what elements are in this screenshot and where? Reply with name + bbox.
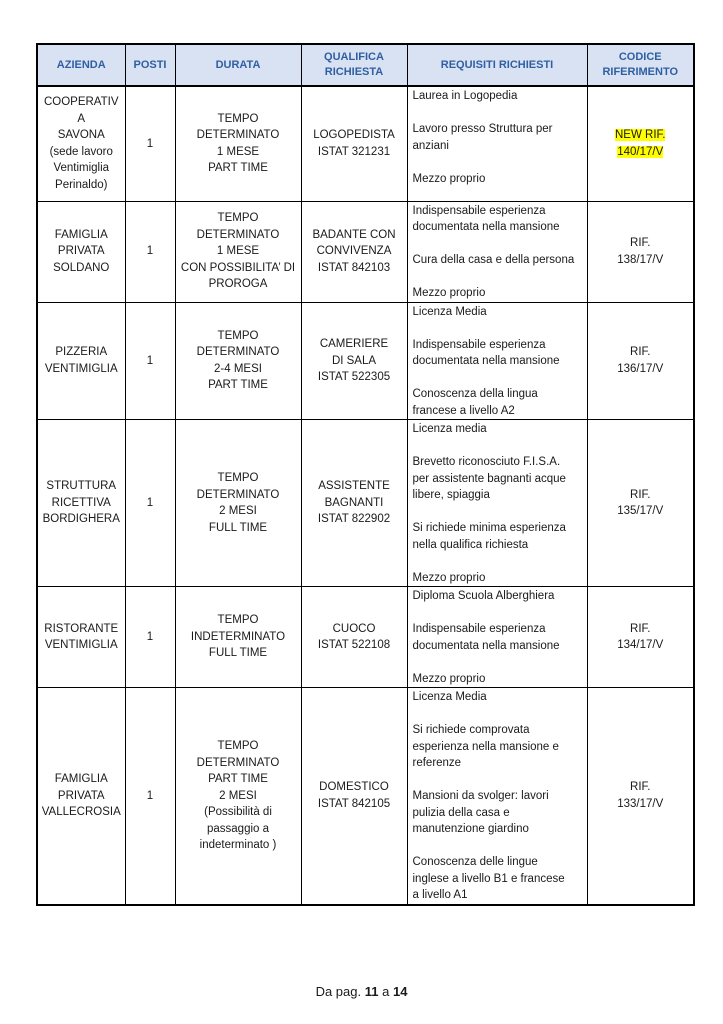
cell-durata xyxy=(175,302,301,420)
header-codice: CODICE RIFERIMENTO xyxy=(587,44,694,86)
cell-azienda-text: COOPERATIV A SAVONA (sede lavoro Ventimiglia Perinaldo) xyxy=(43,96,119,191)
table-row xyxy=(37,302,694,420)
cell-qualifica xyxy=(301,420,407,587)
requisito-item: Indispensabile esperienza documentata nella mansione xyxy=(412,623,560,652)
requisito-item: Brevetto riconosciuto F.I.S.A. per assistente bagnanti acque libere, spiaggia xyxy=(412,456,566,501)
cell-durata-text: TEMPO DETERMINATO 1 MESE PART TIME xyxy=(196,112,280,175)
table-row xyxy=(37,201,694,302)
cell-posti xyxy=(125,86,175,201)
header-requisiti: REQUISITI RICHIESTI xyxy=(407,44,587,86)
cell-durata-text: TEMPO DETERMINATO PART TIME 2 MESI (Possibilità di passaggio a indeterminato ) xyxy=(196,740,280,851)
requisito-item: Indispensabile esperienza documentata nella mansione xyxy=(412,204,560,233)
footer-to-page: 14 xyxy=(392,984,408,999)
cell-azienda xyxy=(37,201,125,302)
cell-durata xyxy=(175,86,301,201)
cell-qualifica-text: CAMERIERE DI SALA ISTAT 522305 xyxy=(317,338,391,383)
requisito-item: Conoscenza della lingua francese a livello A2 xyxy=(412,388,538,417)
cell-qualifica xyxy=(301,302,407,420)
cell-azienda xyxy=(37,86,125,201)
table-row xyxy=(37,587,694,688)
cell-posti-text: 1 xyxy=(146,630,154,643)
header-qualifica: QUALIFICA RICHIESTA xyxy=(301,44,407,86)
cell-durata-text: TEMPO INDETERMINATO FULL TIME xyxy=(190,614,286,660)
requisito-item: Si richiede comprovata esperienza nella mansione e referenze xyxy=(412,724,559,769)
cell-codice-text: RIF. 134/17/V xyxy=(617,622,664,651)
header-azienda: AZIENDA xyxy=(37,44,125,86)
cell-qualifica-text: ASSISTENTE BAGNANTI ISTAT 822902 xyxy=(317,480,391,526)
cell-qualifica xyxy=(301,201,407,302)
cell-posti xyxy=(125,302,175,420)
cell-codice-text: NEW RIF. 140/17/V xyxy=(615,129,666,158)
cell-qualifica xyxy=(301,688,407,905)
cell-codice xyxy=(587,86,694,201)
job-offers-table xyxy=(36,43,695,906)
cell-qualifica xyxy=(301,587,407,688)
cell-qualifica xyxy=(301,86,407,201)
cell-codice-text: RIF. 133/17/V xyxy=(617,781,664,810)
table-header-row xyxy=(37,44,694,86)
table-row xyxy=(37,688,694,905)
cell-azienda xyxy=(37,420,125,587)
cell-posti-text: 1 xyxy=(146,245,154,258)
cell-posti-text: 1 xyxy=(146,789,154,802)
cell-codice xyxy=(587,201,694,302)
footer-prefix: Da pag. xyxy=(315,984,362,999)
requisito-item: Lavoro presso Struttura per anziani xyxy=(412,123,553,152)
table-body xyxy=(37,86,694,905)
requisito-item: Si richiede minima esperienza nella qualifica richiesta xyxy=(412,522,566,551)
requisito-item: Mezzo proprio xyxy=(412,571,486,584)
requisito-item: Laurea in Logopedia xyxy=(412,90,518,102)
requisito-item: Mezzo proprio xyxy=(412,672,486,685)
cell-posti xyxy=(125,420,175,587)
cell-qualifica-text: BADANTE CON CONVIVENZA ISTAT 842103 xyxy=(312,228,396,274)
cell-codice-text: RIF. 136/17/V xyxy=(617,346,664,375)
cell-requisiti xyxy=(407,688,587,905)
cell-durata-text: TEMPO DETERMINATO 1 MESE CON POSSIBILITA’ DI PROROGA xyxy=(180,212,296,291)
cell-posti xyxy=(125,587,175,688)
cell-durata xyxy=(175,587,301,688)
requisito-item: Indispensabile esperienza documentata nella mansione xyxy=(412,338,560,367)
cell-posti-text: 1 xyxy=(146,496,154,509)
cell-codice xyxy=(587,587,694,688)
table-row xyxy=(37,420,694,587)
cell-posti-text: 1 xyxy=(146,354,154,367)
cell-azienda xyxy=(37,587,125,688)
requisito-item: Licenza Media xyxy=(412,691,487,703)
cell-requisiti xyxy=(407,201,587,302)
cell-requisiti xyxy=(407,86,587,201)
header-durata: DURATA xyxy=(175,44,301,86)
cell-qualifica-text: DOMESTICO ISTAT 842105 xyxy=(317,781,391,810)
cell-posti xyxy=(125,688,175,905)
cell-azienda-text: FAMIGLIA PRIVATA SOLDANO xyxy=(53,228,110,274)
cell-durata-text: TEMPO DETERMINATO 2 MESI FULL TIME xyxy=(196,472,280,534)
cell-codice-text: RIF. 138/17/V xyxy=(617,237,664,266)
requisito-item: Mezzo proprio xyxy=(412,287,486,299)
requisito-item: Licenza Media xyxy=(412,305,487,318)
cell-durata xyxy=(175,201,301,302)
cell-azienda-text: STRUTTURA RICETTIVA BORDIGHERA xyxy=(42,480,120,526)
requisito-item: Licenza media xyxy=(412,423,487,435)
requisito-item: Mezzo proprio xyxy=(412,172,486,185)
cell-durata-text: TEMPO DETERMINATO 2-4 MESI PART TIME xyxy=(196,329,280,392)
cell-qualifica-text: CUOCO ISTAT 522108 xyxy=(317,622,391,651)
footer-middle: a xyxy=(382,984,390,999)
requisito-item: Cura della casa e della persona xyxy=(412,254,575,266)
cell-azienda xyxy=(37,302,125,420)
cell-posti-text: 1 xyxy=(146,137,154,150)
cell-requisiti xyxy=(407,587,587,688)
table-row xyxy=(37,86,694,201)
requisito-item: Diploma Scuola Alberghiera xyxy=(412,590,555,602)
cell-requisiti xyxy=(407,302,587,420)
cell-codice xyxy=(587,688,694,905)
cell-requisiti xyxy=(407,420,587,587)
cell-codice xyxy=(587,302,694,420)
requisito-item: Conoscenza delle lingue inglese a livello B1 e francese a livello A1 xyxy=(412,856,565,901)
cell-azienda-text: RISTORANTE VENTIMIGLIA xyxy=(44,622,119,651)
header-posti: POSTI xyxy=(125,44,175,86)
cell-posti xyxy=(125,201,175,302)
cell-durata xyxy=(175,688,301,905)
cell-qualifica-text: LOGOPEDISTA ISTAT 321231 xyxy=(313,129,395,158)
cell-codice-text: RIF. 135/17/V xyxy=(617,488,664,517)
cell-azienda-text: FAMIGLIA PRIVATA VALLECROSIA xyxy=(41,773,121,818)
cell-azienda-text: PIZZERIA VENTIMIGLIA xyxy=(44,346,118,375)
page-range-footer xyxy=(0,984,723,999)
requisito-item: Mansioni da svolger: lavori pulizia della casa e manutenzione giardino xyxy=(412,790,549,835)
footer-from-page: 11 xyxy=(364,984,379,999)
cell-durata xyxy=(175,420,301,587)
cell-codice xyxy=(587,420,694,587)
cell-azienda xyxy=(37,688,125,905)
